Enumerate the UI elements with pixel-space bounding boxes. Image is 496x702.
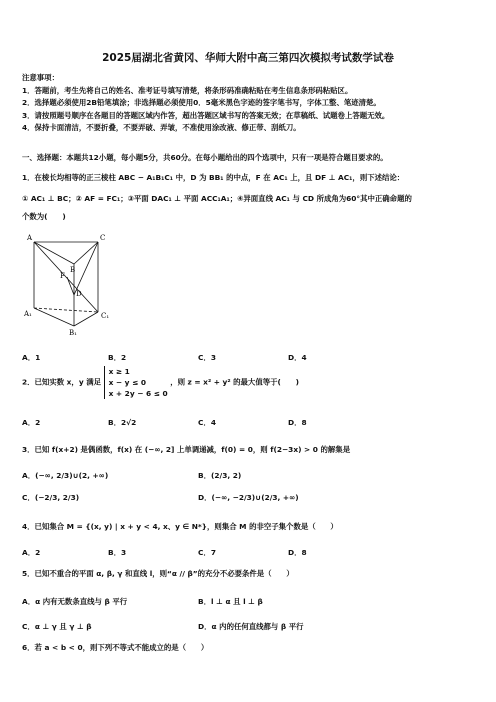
q2-choice-a: A．2 [22, 418, 41, 427]
note-item: 3．请按照题号顺序在各题目的答题区域内作答，超出答题区域书写的答案无效；在草稿纸、试题卷上答题无效。 [22, 110, 390, 120]
note-item: 1．答题前，考生先将自己的姓名、准考证号填写清楚，将条形码准确粘贴在考生信息条形码粘贴区。 [22, 85, 353, 95]
q2-choice-b: B．2√2 [108, 418, 137, 427]
fig-label-A: A [27, 233, 33, 242]
q1-line1: 1．在棱长均相等的正三棱柱 ABC − A₁B₁C₁ 中，D 为 BB₁ 的中点，F 在 AC₁ 上，且 DF ⊥ AC₁，则下述结论： [22, 173, 405, 182]
q5-choice-c: C．α ⊥ γ 且 γ ⊥ β [22, 622, 92, 631]
page-title: 2025届湖北省黄冈、华师大附中高三第四次模拟考试数学试卷 [102, 52, 394, 64]
note-item: 4．保持卡面清洁，不要折叠，不要弄破、弄皱，不准使用涂改液、修正带、刮纸刀。 [22, 123, 301, 133]
q5-choices [22, 596, 482, 634]
q2-choices [22, 417, 482, 430]
q4-choice-b: B．3 [108, 548, 127, 557]
q2-choice-d: D．8 [288, 418, 307, 427]
question-1 [22, 172, 482, 342]
question-4: 4．已知集合 M = {(x, y) | x + y < 4, x、y ∈ N*}，则集合 M 的非空子集个数是（ ） [22, 522, 338, 531]
fig-label-C: C [100, 233, 106, 242]
q1-line3: 个数为( ) [22, 212, 66, 222]
notes-section [22, 72, 482, 135]
q3-choices [22, 470, 482, 505]
notes-heading: 注意事项： [22, 73, 59, 82]
q2-choice-c: C．4 [198, 418, 216, 427]
fig-label-C1: C₁ [101, 311, 110, 320]
q3-choice-c: C．(−2/3, 2/3) [22, 493, 80, 502]
q1-choice-c: C．3 [198, 353, 216, 362]
fig-label-B: B [70, 265, 76, 274]
q2-constraint: x + 2y − 6 ≤ 0 [108, 389, 168, 398]
q5-choice-b: B．l ⊥ α 且 l ⊥ β [198, 597, 263, 606]
q5-choice-d: D．α 内的任何直线都与 β 平行 [198, 622, 304, 631]
q2-system [104, 366, 168, 399]
q1-choice-a: A．1 [22, 353, 41, 362]
question-3: 3．已知 f(x+2) 是偶函数，f(x) 在 (−∞, 2] 上单调递减，f(0) = 0，则 f(2−3x) > 0 的解集是 [22, 445, 351, 454]
fig-label-D: D [76, 289, 82, 298]
fig-label-A1: A₁ [24, 309, 32, 318]
question-5: 5．已知不重合的平面 α, β, γ 和直线 l，则“α // β”的充分不必要条件是（ ） [22, 569, 294, 578]
q1-choices [22, 352, 482, 365]
q2-lead: 2．已知实数 x，y 满足 [22, 377, 101, 387]
q3-choice-b: B．(2/3, 2) [198, 471, 242, 480]
q1-choice-d: D．4 [288, 353, 307, 362]
q2-constraint: x − y ≤ 0 [108, 378, 146, 387]
q3-choice-a: A．(−∞, 2/3)∪(2, +∞) [22, 471, 109, 480]
q5-choice-a: A．α 内有无数条直线与 β 平行 [22, 597, 128, 606]
q4-choice-d: D．8 [288, 548, 307, 557]
fig-label-B1: B₁ [69, 328, 77, 337]
question-2 [22, 366, 482, 399]
q2-tail: ，则 z = x² + y² 的最大值等于( ) [170, 377, 300, 387]
q1-choice-b: B．2 [108, 353, 127, 362]
question-6: 6．若 a < b < 0，则下列不等式不能成立的是（ ） [22, 643, 209, 652]
note-item: 2．选择题必须使用2B铅笔填涂；非选择题必须使用0．5毫米黑色字迹的签字笔书写，字体工整、笔迹清楚。 [22, 98, 381, 108]
q1-line2: ① AC₁ ⊥ BC；② AF = FC₁；③平面 DAC₁ ⊥ 平面 ACC₁A₁；④异面直线 AC₁ 与 CD 所成角为60°其中正确命题的 [22, 193, 412, 203]
q4-choices [22, 547, 482, 560]
fig-label-F: F [60, 271, 65, 280]
section-heading: 一、选择题：本题共12小题，每小题5分，共60分。在每小题给出的四个选项中，只有一项是符合题目要求的。 [22, 153, 388, 162]
prism-figure [22, 226, 122, 338]
q3-choice-d: D．(−∞, −2/3)∪(2/3, +∞) [198, 493, 299, 502]
q2-constraint: x ≥ 1 [108, 367, 130, 376]
q4-choice-c: C．7 [198, 548, 216, 557]
q4-choice-a: A．2 [22, 548, 41, 557]
